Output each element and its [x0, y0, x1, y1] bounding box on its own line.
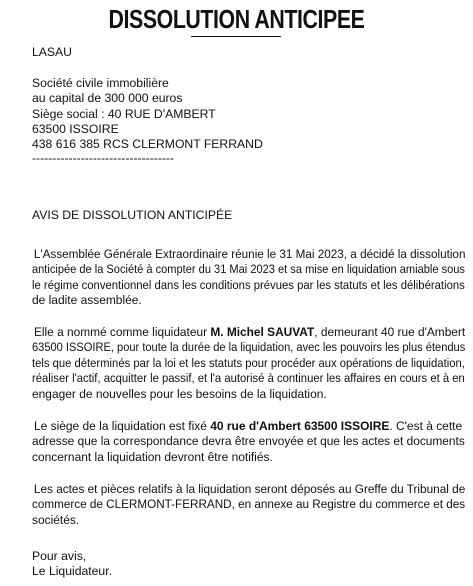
text-line: Les actes et pièces relatifs à la liquidation seront déposés au Greffe du Tribunal de: [33, 482, 466, 496]
notice-title: DISSOLUTION ANTICIPEE: [108, 4, 365, 34]
text-segment: . C'est à cette: [389, 419, 463, 433]
text-line: le régime conventionnel dans les conditions prévues par les statuts et les délibérations: [32, 277, 465, 292]
notice-heading: AVIS DE DISSOLUTION ANTICIPÉE: [32, 208, 233, 222]
paragraph-liquidation-seat: [32, 419, 473, 465]
text-line: [32, 419, 465, 434]
paragraph-dissolution: [32, 247, 473, 309]
company-name: LASAU: [32, 45, 72, 59]
paragraph-liquidator: [32, 325, 473, 402]
company-registration: 438 616 385 RCS CLERMONT FERRAND: [32, 137, 263, 152]
title-underline: [191, 36, 281, 37]
text-line: adresse que la correspondance devra être envoyée et que les actes et documents: [32, 434, 465, 449]
liquidation-address: 40 rue d'Ambert 63500 ISSOIRE: [210, 419, 390, 433]
text-line: L'Assemblée Générale Extraordinaire réunie le 31 Mai 2023, a décidé la dissolution: [33, 247, 466, 261]
text-line: [32, 325, 466, 340]
closing-signature: [32, 549, 112, 580]
paragraph-registry: [32, 482, 473, 528]
text-line: sociétés.: [32, 512, 80, 527]
company-head-office: Siège social : 40 RUE D'AMBERT: [32, 106, 216, 121]
text-segment: Elle a nommé comme liquidateur: [33, 325, 211, 339]
company-city: 63500 ISSOIRE: [32, 122, 119, 137]
text-line: réaliser l'actif, acquitter le passif, et l'a autorisé à continuer les affaires en cours et à en: [32, 371, 465, 386]
company-legal-form: Société civile immobilière: [32, 75, 169, 90]
text-line: concernant la liquidation devront être notifiés.: [32, 449, 273, 464]
text-line: de ladite assemblée.: [32, 293, 142, 308]
liquidator-name: M. Michel SAUVAT: [210, 325, 315, 339]
company-info: [32, 45, 263, 166]
signatory: Le Liquidateur.: [32, 564, 112, 579]
text-line: tels que déterminés par la loi et les statuts pour procéder aux opérations de liquidation,: [32, 355, 465, 370]
text-segment: , demeurant 40 rue d'Ambert: [314, 325, 466, 339]
text-line: commerce de CLERMONT-FERRAND, en annexe au Registre du commerce et des: [32, 497, 466, 512]
text-line: engager de nouvelles pour les besoins de la liquidation.: [32, 386, 327, 401]
company-capital: au capital de 300 000 euros: [32, 91, 183, 106]
text-line: anticipée de la Société à compter du 31 Mai 2023 et sa mise en liquidation amiable sous: [32, 262, 465, 277]
closing-line: Pour avis,: [32, 549, 87, 563]
text-line: 63500 ISSOIRE, pour toute la durée de la liquidation, avec les pouvoirs les plus étendus: [32, 340, 466, 355]
separator-dashes: -----------------------------------: [32, 150, 175, 165]
text-segment: Le siège de la liquidation est fixé: [33, 419, 211, 433]
